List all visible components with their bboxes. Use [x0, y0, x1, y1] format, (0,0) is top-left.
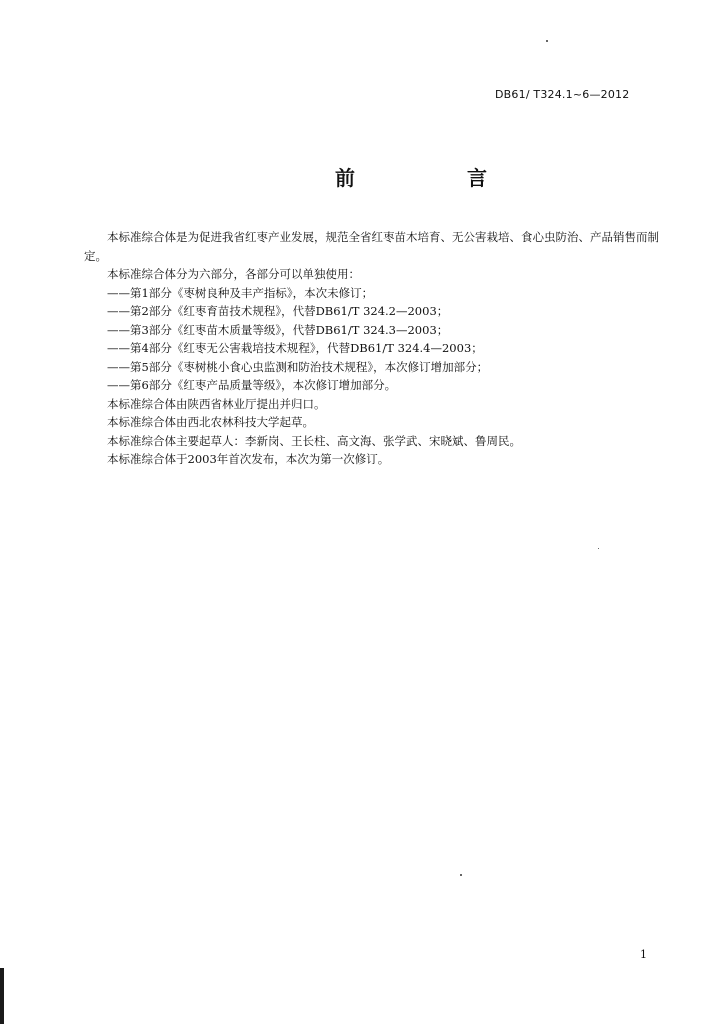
intro-paragraph: 本标准综合体是为促进我省红枣产业发展，规范全省红枣苗木培育、无公害栽培、食心虫防治、产品销售而制定。 [84, 230, 659, 263]
page-number: 1 [640, 948, 647, 961]
scan-edge-mark [0, 968, 4, 1024]
part-item-1: ——第1部分《枣树良种及丰产指标》，本次未修订； [107, 285, 374, 300]
part-item-5: ——第5部分《枣树桃小食心虫监测和防治技术规程》，本次修订增加部分； [107, 359, 489, 374]
foreword-body [84, 228, 660, 469]
scan-speck [546, 40, 548, 42]
standard-code: DB61/ T324.1~6—2012 [495, 88, 630, 101]
page-title: 前 言 [335, 166, 511, 190]
scan-speck [460, 874, 462, 876]
history-statement: 本标准综合体于2003年首次发布，本次为第一次修订。 [107, 452, 390, 466]
part-item-4: ——第4部分《红枣无公害栽培技术规程》，代替DB61/T 324.4—2003； [107, 341, 483, 355]
proposer-statement: 本标准综合体由陕西省林业厅提出并归口。 [107, 396, 326, 411]
drafter-statement: 本标准综合体由西北农林科技大学起草。 [107, 415, 314, 429]
authors-statement: 本标准综合体主要起草人：李新岗、王长柱、高文海、张学武、宋晓斌、鲁周民。 [107, 433, 521, 448]
part-item-6: ——第6部分《红枣产品质量等级》，本次修订增加部分。 [107, 378, 397, 392]
part-item-2: ——第2部分《红枣育苗技术规程》，代替DB61/T 324.2—2003； [107, 304, 449, 318]
part-item-3: ——第3部分《红枣苗木质量等级》，代替DB61/T 324.3—2003； [107, 322, 449, 337]
scan-speck [598, 548, 599, 549]
parts-intro: 本标准综合体分为六部分，各部分可以单独使用： [107, 267, 360, 281]
